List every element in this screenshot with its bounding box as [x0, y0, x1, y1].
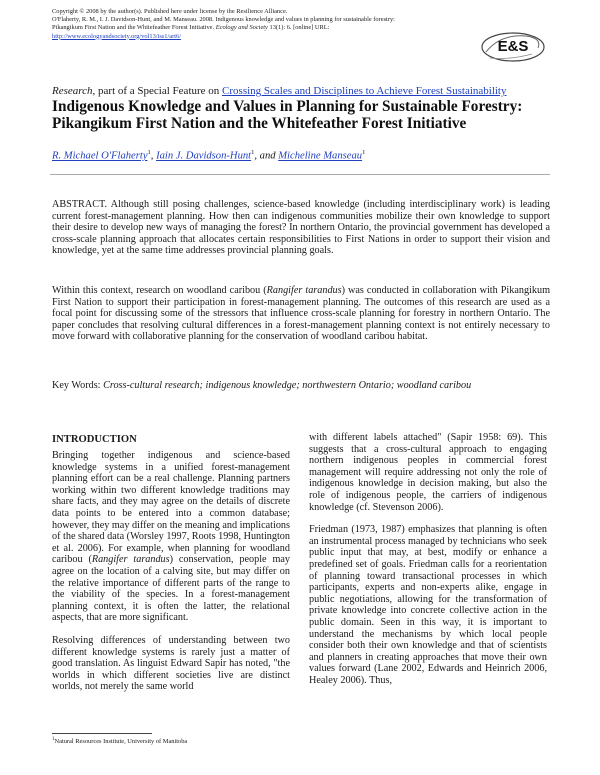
footnote — [52, 736, 352, 746]
author-link[interactable]: Micheline Manseau — [278, 150, 363, 162]
logo-text: E&S — [497, 38, 529, 55]
keywords — [52, 380, 550, 392]
author-list — [52, 146, 552, 163]
abstract-paragraph: ABSTRACT. Although still posing challenges, science-based knowledge (including interdisciplinary work) is leading current forest-management planning. How then can indigenous communities mobilize their own knowledge to support their desire to develop new ways of managing the forest? In northern Ontario, the provincial government has developed a cross-scale planning approach that allocates certain responsibilities to First Nations in order to support their vision and knowledge, yet at the same time addresses provincial planning goals. — [52, 199, 550, 257]
header-divider — [50, 174, 550, 175]
section-heading: INTRODUCTION — [52, 434, 137, 445]
citation-source: Ecology and Society — [215, 24, 268, 32]
citation-volume: 13(1): 6. [online] URL: — [269, 24, 330, 32]
journal-logo — [480, 30, 546, 64]
intro-paragraph-4: Friedman (1973, 1987) emphasizes that planning is often an instrumental process managed by technicians who seek public input that may, at best, modify or enhance a predefined set of goals. Friedman calls for a reorientation of planning toward transactional processes in which participants, experts and non-experts alike, engage in public negotiations, allowing for the transformation of private knowledge into concrete collective action in the public domain. Seen in this way, it is important to understand the mechanisms by which local people consider both their own knowledge and that of scientists and planners in creating approaches that move their own values forward (Lane 2002, Edwards and Heinrich 2006, Healey 2006). Thus, — [309, 524, 547, 686]
right-column — [309, 432, 547, 697]
special-feature-link[interactable]: Crossing Scales and Disciplines to Achieve Forest Sustainability — [222, 85, 507, 97]
intro-paragraph-2: Resolving differences of understanding between two different knowledge systems is rarely just a matter of good translation. As linguist Edward Sapir has noted, "the worlds in which different societies live are distinct worlds, not merely the same world — [52, 634, 290, 693]
intro-paragraph-1 — [52, 450, 290, 624]
footnote-divider — [52, 733, 152, 734]
para2-text-end: ) was conducted in collaboration with Pikangikum First Nation to support their participation in forest-management planning. The outcomes of this research are used as a focal point for discussing some of the stressors that influence cross-scale planning for forestry in northern Ontario. The paper concludes that resolving cultural differences in a forest-management planning context is not entirely necessary to move forward with collaborative planning for the conservation of woodland caribou habitat. — [52, 285, 550, 343]
abstract-paragraph-2 — [52, 285, 550, 343]
author-affiliation-mark: 1 — [362, 149, 366, 156]
species-name: Rangifer tarandus — [91, 554, 170, 566]
left-column — [52, 450, 290, 704]
footnote-mark: 1 — [52, 737, 55, 742]
intro-p1-end: ) conservation, people may agree on the location of a calving site, but may differ on the relative importance of different parts of the range to the viability of the species. In a forest-management planning context, it is often the latter, the relational aspects, that are more significant. — [52, 554, 290, 624]
citation-text: O'Flaherty, R. M., I. J. Davidson-Hunt, and M. Manseau. 2008. Indigenous knowledge and values in planning for sustainable forestry: Pikangikum First Nation and the Whitefeather Forest Initiative. — [52, 16, 395, 32]
intro-p1-start: Bringing together indigenous and science-based knowledge systems in a unified forest-management planning effort can be a real challenge. Planning partners working within two different knowledge traditions may share facts, and they may agree on the details of discrete data points to be entered into a common database; however, they may differ on the meaning and implications of the shared data (Worsley 1997, Roots 1998, Huntington et al. 2006). For example, when planning for woodland caribou ( — [52, 450, 290, 566]
author-link[interactable]: R. Michael O'Flaherty — [52, 150, 148, 162]
series-middle: , part of a Special Feature on — [92, 85, 223, 97]
author-affiliation-mark: 1 — [251, 149, 255, 156]
intro-paragraph-3: with different labels attached" (Sapir 1958: 69). This suggests that a cross-cultural approach to engaging northern indigenous peoples in commercial forest management will require addressing not only the role of indigenous knowledge in decision making, but also the role of indigenous people, the carriers of indigenous knowledge (cf. Stevenson 2006). — [309, 432, 547, 513]
copyright-line: Copyright © 2008 by the author(s). Published here under license by the Resilience Alliance. — [52, 8, 288, 15]
species-name: Rangifer tarandus — [266, 285, 342, 296]
keywords-label: Key Words: — [52, 380, 104, 391]
article-url-link[interactable]: http://www.ecologyandsociety.org/vol13/iss1/art6/ — [52, 32, 181, 40]
para2-text-start: Within this context, research on woodland caribou ( — [52, 285, 267, 296]
article-type: Research — [52, 85, 93, 97]
author-affiliation-mark: 1 — [147, 149, 151, 156]
special-feature-line — [52, 85, 552, 98]
author-separator: , and — [254, 150, 279, 162]
citation — [52, 16, 422, 41]
author-separator: , — [150, 150, 157, 162]
keywords-terms: Cross-cultural research; indigenous knowledge; northwestern Ontario; woodland caribou — [103, 380, 472, 391]
footnote-text: Natural Resources Institute, University of Manitoba — [54, 738, 188, 746]
copyright-block — [52, 8, 422, 41]
author-link[interactable]: Iain J. Davidson-Hunt — [156, 150, 252, 162]
article-title: Indigenous Knowledge and Values in Planning for Sustainable Forestry: Pikangikum First Nation and the Whitefeather Forest Initiative — [52, 98, 523, 132]
